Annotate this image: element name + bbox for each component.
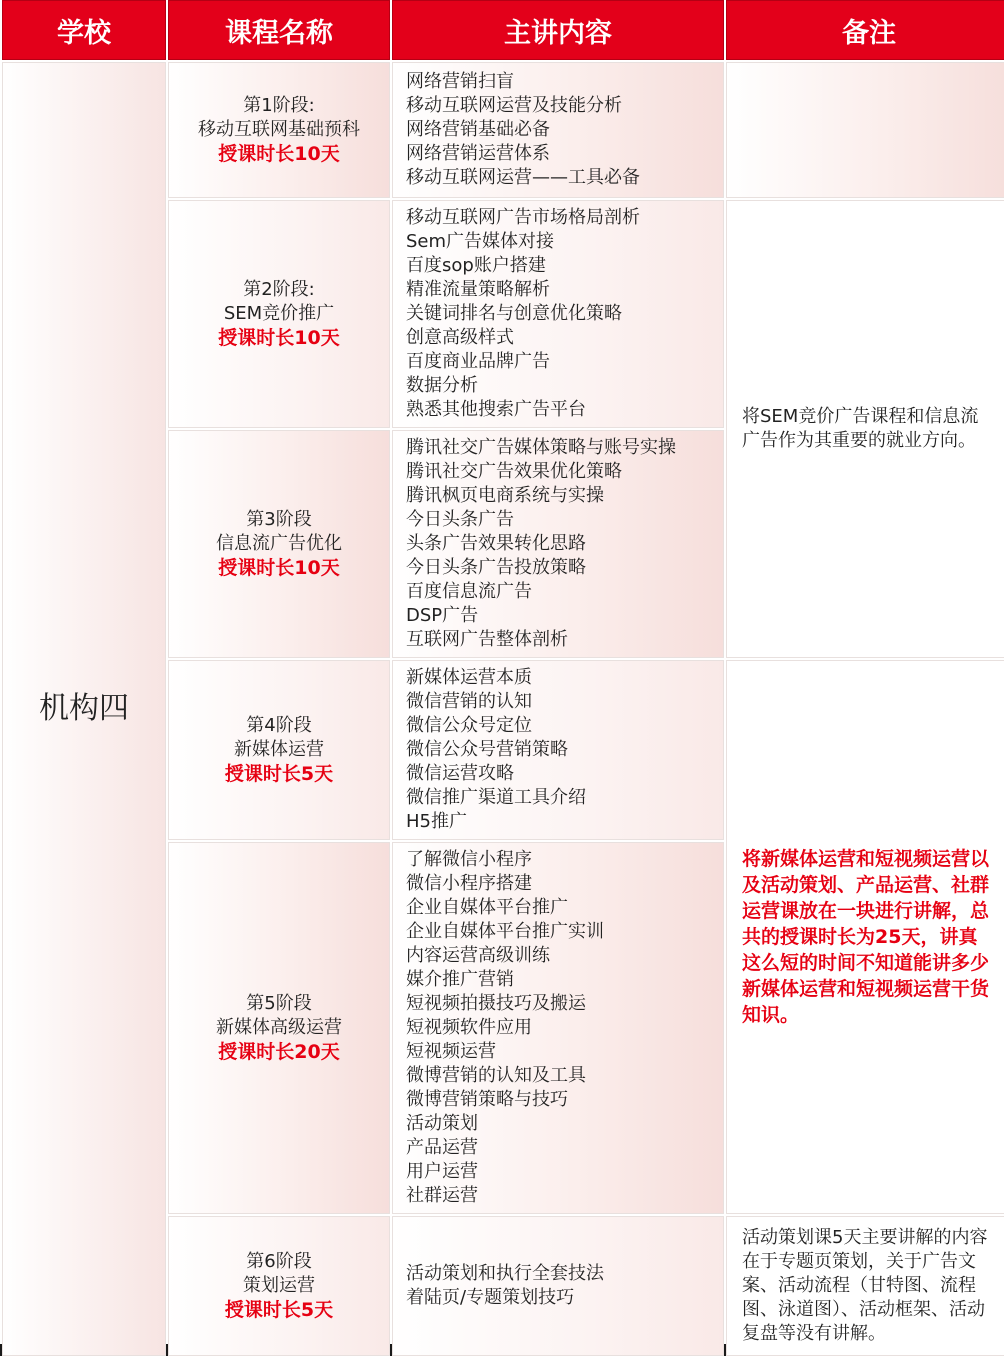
topic-item: 百度信息流广告: [406, 581, 532, 602]
topic-item: 社群运营: [406, 1185, 478, 1206]
stage-name: 信息流广告优化: [216, 533, 342, 554]
topic-item: 百度sop账户搭建: [406, 255, 546, 276]
topic-item: 媒介推广营销: [406, 969, 514, 990]
topic-item: 企业自媒体平台推广实训: [406, 921, 604, 942]
stage-label: 第5阶段: [246, 993, 312, 1014]
header-notes: 备注: [726, 0, 1004, 60]
note-text: 将SEM竞价广告课程和信息流广告作为其重要的就业方向。: [742, 406, 979, 451]
topic-item: 微博营销的认知及工具: [406, 1065, 586, 1086]
topic-item: 互联网广告整体剖析: [406, 629, 568, 650]
stage-duration: 授课时长10天: [218, 557, 340, 579]
stage-label: 第6阶段: [246, 1251, 312, 1272]
content-stage-5: [392, 842, 724, 1214]
topic-item: 微信营销的认知: [406, 691, 532, 712]
topic-item: 新媒体运营本质: [406, 667, 532, 688]
topic-item: 网络营销扫盲: [406, 71, 514, 92]
content-stage-2: [392, 200, 724, 428]
stage-duration: 授课时长5天: [224, 1299, 334, 1321]
topic-item: 微信公众号营销策略: [406, 739, 568, 760]
header-content: 主讲内容: [392, 0, 724, 60]
stage-label: 第4阶段: [246, 715, 312, 736]
course-stage-6: [168, 1216, 390, 1356]
topic-item: 创意高级样式: [406, 327, 514, 348]
stage-name: 新媒体高级运营: [216, 1017, 342, 1038]
topic-item: 头条广告效果转化思路: [406, 533, 586, 554]
topic-item: 腾讯社交广告效果优化策略: [406, 461, 622, 482]
course-stage-2: [168, 200, 390, 428]
content-stage-4: [392, 660, 724, 840]
topic-item: 产品运营: [406, 1137, 478, 1158]
course-stage-5: [168, 842, 390, 1214]
topic-item: 关键词排名与创意优化策略: [406, 303, 622, 324]
note-text: 活动策划课5天主要讲解的内容在于专题页策划，关于广告文案、活动流程（甘特图、流程图、泳道图）、活动框架、活动复盘等没有讲解。: [742, 1227, 988, 1344]
topic-item: Sem广告媒体对接: [406, 231, 555, 252]
topic-item: 用户运营: [406, 1161, 478, 1182]
note-text: 将新媒体运营和短视频运营以及活动策划、产品运营、社群运营课放在一块进行讲解，总共的授课时长为25天，讲真这么短的时间不知道能讲多少新媒体运营和短视频运营干货知识。: [742, 848, 990, 1026]
content-stage-3: [392, 430, 724, 658]
topic-item: 微信公众号定位: [406, 715, 532, 736]
topic-item: 微信小程序搭建: [406, 873, 532, 894]
topic-item: 数据分析: [406, 375, 478, 396]
course-stage-1: [168, 62, 390, 198]
stage-duration: 授课时长5天: [224, 763, 334, 785]
topic-item: DSP广告: [406, 605, 479, 626]
stage-name: SEM竞价推广: [223, 303, 335, 324]
topic-item: 今日头条广告: [406, 509, 514, 530]
stage-duration: 授课时长10天: [218, 143, 340, 165]
content-stage-1: [392, 62, 724, 198]
topic-item: 熟悉其他搜索广告平台: [406, 399, 586, 420]
topic-item: 微博营销策略与技巧: [406, 1089, 568, 1110]
header-school: 学校: [2, 0, 166, 60]
stage-label: 第3阶段: [246, 509, 312, 530]
topic-item: 企业自媒体平台推广: [406, 897, 568, 918]
stage-name: 新媒体运营: [234, 739, 324, 760]
topic-item: 短视频运营: [406, 1041, 496, 1062]
topic-item: 活动策划和执行全套技法: [406, 1263, 604, 1284]
stage-duration: 授课时长20天: [218, 1041, 340, 1063]
topic-item: 今日头条广告投放策略: [406, 557, 586, 578]
stage-name: 策划运营: [243, 1275, 315, 1296]
topic-item: 活动策划: [406, 1113, 478, 1134]
topic-item: 移动互联网广告市场格局剖析: [406, 207, 640, 228]
note-planning: [726, 1216, 1004, 1356]
school-name: 机构四: [2, 62, 166, 1356]
topic-item: 移动互联网运营——工具必备: [406, 167, 640, 188]
topic-item: 百度商业品牌广告: [406, 351, 550, 372]
note-stage-1: [726, 62, 1004, 198]
topic-item: 腾讯社交广告媒体策略与账号实操: [406, 437, 676, 458]
stage-duration: 授课时长10天: [218, 327, 340, 349]
topic-item: 了解微信小程序: [406, 849, 532, 870]
topic-item: 网络营销运营体系: [406, 143, 550, 164]
stage-label: 第2阶段:: [243, 279, 315, 300]
course-stage-3: [168, 430, 390, 658]
topic-item: 内容运营高级训练: [406, 945, 550, 966]
topic-item: H5推广: [406, 811, 467, 832]
topic-item: 移动互联网运营及技能分析: [406, 95, 622, 116]
topic-item: 微信推广渠道工具介绍: [406, 787, 586, 808]
topic-item: 着陆页/专题策划技巧: [406, 1287, 575, 1308]
topic-item: 网络营销基础必备: [406, 119, 550, 140]
content-stage-6: [392, 1216, 724, 1356]
note-sem-feed: [726, 200, 1004, 658]
stage-label: 第1阶段:: [243, 95, 315, 116]
stage-name: 移动互联网基础预科: [198, 119, 360, 140]
note-media: [726, 660, 1004, 1214]
topic-item: 精准流量策略解析: [406, 279, 550, 300]
header-course-name: 课程名称: [168, 0, 390, 60]
topic-item: 腾讯枫页电商系统与实操: [406, 485, 604, 506]
topic-item: 短视频拍摄技巧及搬运: [406, 993, 586, 1014]
topic-item: 短视频软件应用: [406, 1017, 532, 1038]
course-stage-4: [168, 660, 390, 840]
topic-item: 微信运营攻略: [406, 763, 514, 784]
